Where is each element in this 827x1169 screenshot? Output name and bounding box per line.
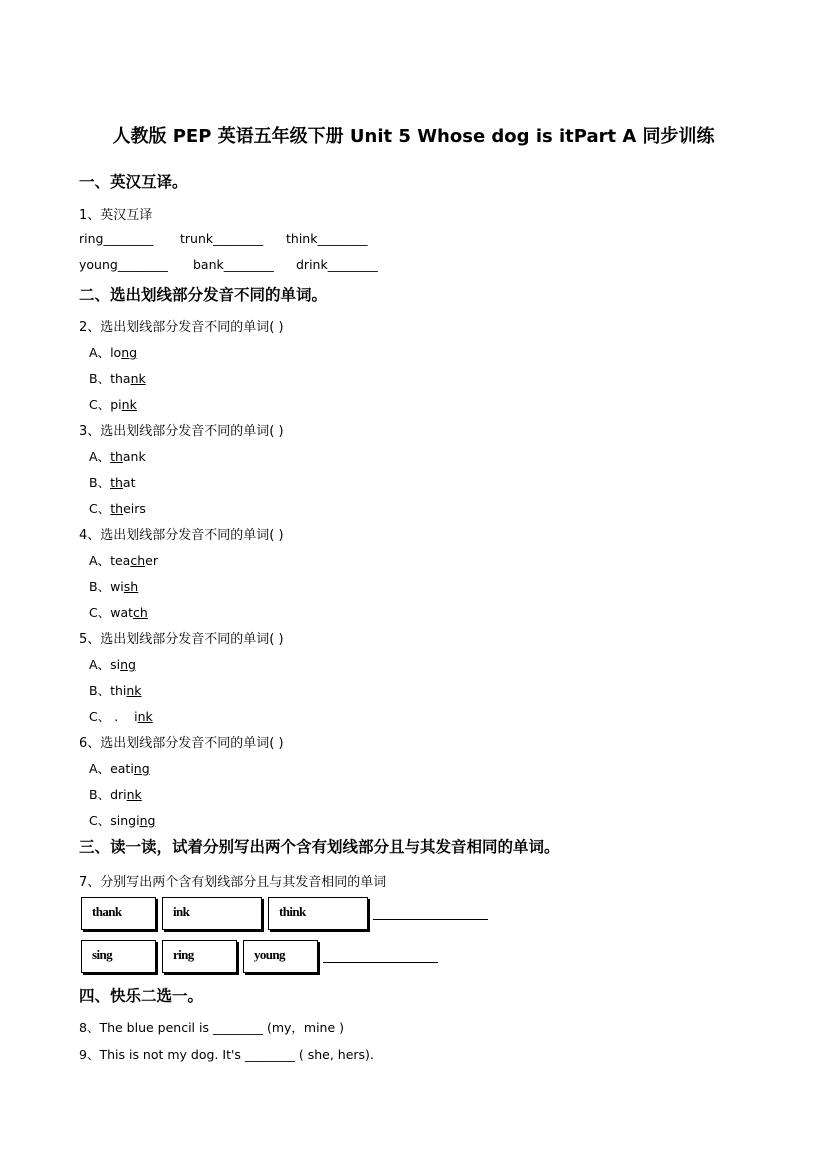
underlined-part: ng	[133, 761, 150, 776]
answer-line-1[interactable]	[373, 919, 488, 920]
question-6-option-c: C、singing	[89, 813, 156, 828]
word-box-ink: ink	[162, 897, 262, 930]
vocab-young: young________	[79, 257, 168, 272]
underlined-part: th	[110, 475, 123, 490]
question-9: 9、This is not my dog. It's ________ ( she, hers).	[79, 1047, 374, 1062]
question-4-option-b: B、wish	[89, 579, 139, 594]
section-heading-3: 三、读一读，试着分别写出两个含有划线部分且与其发音相同的单词。	[79, 838, 560, 856]
section-heading-2: 二、选出划线部分发音不同的单词。	[79, 286, 328, 304]
answer-line-2[interactable]	[323, 962, 438, 963]
underlined-part: nk	[126, 787, 142, 802]
question-3-option-b: B、that	[89, 475, 136, 490]
question-4-option-a: A、teacher	[89, 553, 158, 568]
question-3-option-a: A、thank	[89, 449, 146, 464]
question-5-label: 5、选出划线部分发音不同的单词( )	[79, 632, 284, 647]
question-2-option-a: A、long	[89, 345, 138, 360]
question-2-option-b: B、thank	[89, 371, 146, 386]
question-5-option-b: B、think	[89, 683, 142, 698]
underlined-part: ng	[120, 657, 136, 672]
word-box-sing: sing	[81, 940, 156, 973]
underlined-part: nk	[137, 709, 153, 724]
vocab-think: think________	[286, 231, 368, 246]
underlined-part: nk	[130, 371, 146, 386]
question-6-option-b: B、drink	[89, 787, 142, 802]
question-5-option-c: C、 . ink	[89, 709, 153, 724]
question-1-label: 1、英汉互译	[79, 208, 153, 223]
underlined-part: nk	[126, 683, 142, 698]
underlined-part: ng	[139, 813, 156, 828]
section-heading-4: 四、快乐二选一。	[79, 987, 204, 1005]
underlined-part: ch	[133, 605, 148, 620]
page-title: 人教版 PEP 英语五年级下册 Unit 5 Whose dog is itPart A 同步训练	[112, 126, 715, 147]
vocab-bank: bank________	[193, 257, 274, 272]
question-6-option-a: A、eating	[89, 761, 150, 776]
underlined-part: sh	[123, 579, 139, 594]
underlined-part: th	[110, 449, 123, 464]
underlined-part: th	[110, 501, 124, 516]
question-3-label: 3、选出划线部分发音不同的单词( )	[79, 424, 284, 439]
vocab-ring: ring________	[79, 231, 154, 246]
underlined-part: ng	[121, 345, 138, 360]
word-box-young: young	[243, 940, 318, 973]
section-heading-1: 一、英汉互译。	[79, 173, 188, 191]
word-box-ring: ring	[162, 940, 237, 973]
question-2-option-c: C、pink	[89, 397, 137, 412]
question-2-label: 2、选出划线部分发音不同的单词( )	[79, 320, 284, 335]
question-6-label: 6、选出划线部分发音不同的单词( )	[79, 736, 284, 751]
underlined-part: nk	[121, 397, 137, 412]
vocab-drink: drink________	[296, 257, 378, 272]
question-7-label: 7、分别写出两个含有划线部分且与其发音相同的单词	[79, 875, 387, 890]
question-5-option-a: A、sing	[89, 657, 136, 672]
question-4-label: 4、选出划线部分发音不同的单词( )	[79, 528, 284, 543]
question-4-option-c: C、watch	[89, 605, 148, 620]
word-box-think: think	[268, 897, 368, 930]
word-box-thank: thank	[81, 897, 156, 930]
question-3-option-c: C、theirs	[89, 501, 146, 516]
underlined-part: ch	[130, 553, 146, 568]
vocab-trunk: trunk________	[180, 231, 264, 246]
question-8: 8、The blue pencil is ________ (my，mine )	[79, 1020, 345, 1035]
